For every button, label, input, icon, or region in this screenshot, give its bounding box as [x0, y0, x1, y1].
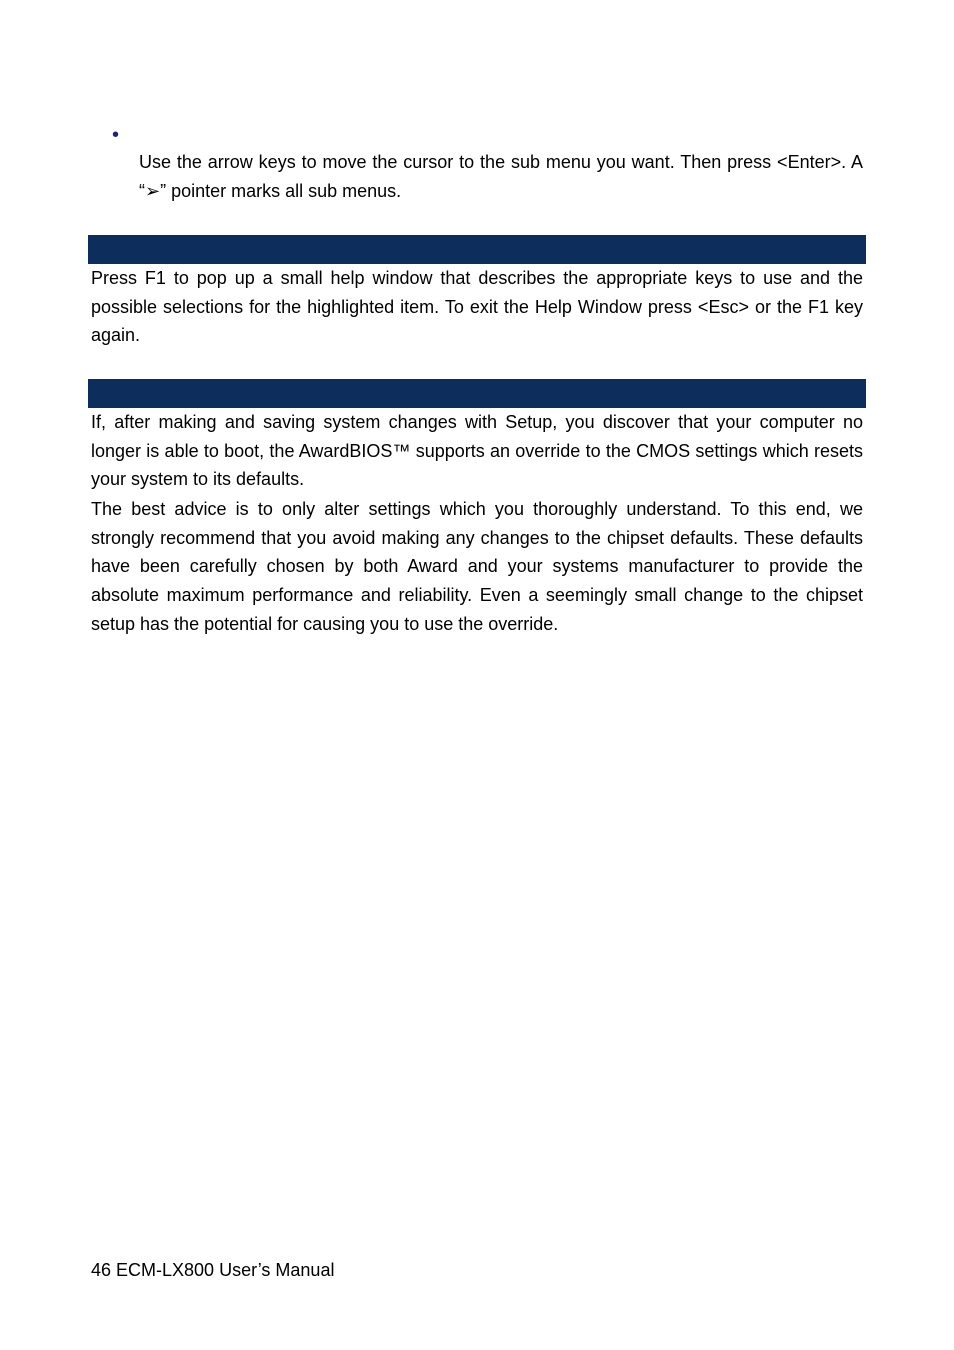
bullet-text: Use the arrow keys to move the cursor to the sub menu you want. Then press <Enter>. A “➢” pointer marks all sub menus. [139, 152, 863, 201]
override-paragraph: If, after making and saving system changes with Setup, you discover that your computer no longer is able to boot, the AwardBIOS™ supports an override to the CMOS settings which resets your system to its defaults. [91, 412, 863, 490]
help-paragraph: Press F1 to pop up a small help window that describes the appropriate keys to use and the possible selections for the highlighted item. To exit the Help Window press <Esc> or the F1 key again. [91, 268, 863, 346]
page-footer: 46 ECM-LX800 User’s Manual [91, 1260, 335, 1280]
bullet-point: • [112, 124, 120, 146]
section-heading-bar-help [88, 235, 866, 264]
advice-paragraph: The best advice is to only alter settings which you thoroughly understand. To this end, we strongly recommend that you avoid making any changes to the chipset defaults. These defaults have been carefully chosen by both Award and your systems manufacturer to provide the absolute maximum performance and reliability. Even a seemingly small change to the chipset setup has the potential for causing you to use the override. [91, 499, 863, 634]
section-heading-bar-problems [88, 379, 866, 408]
